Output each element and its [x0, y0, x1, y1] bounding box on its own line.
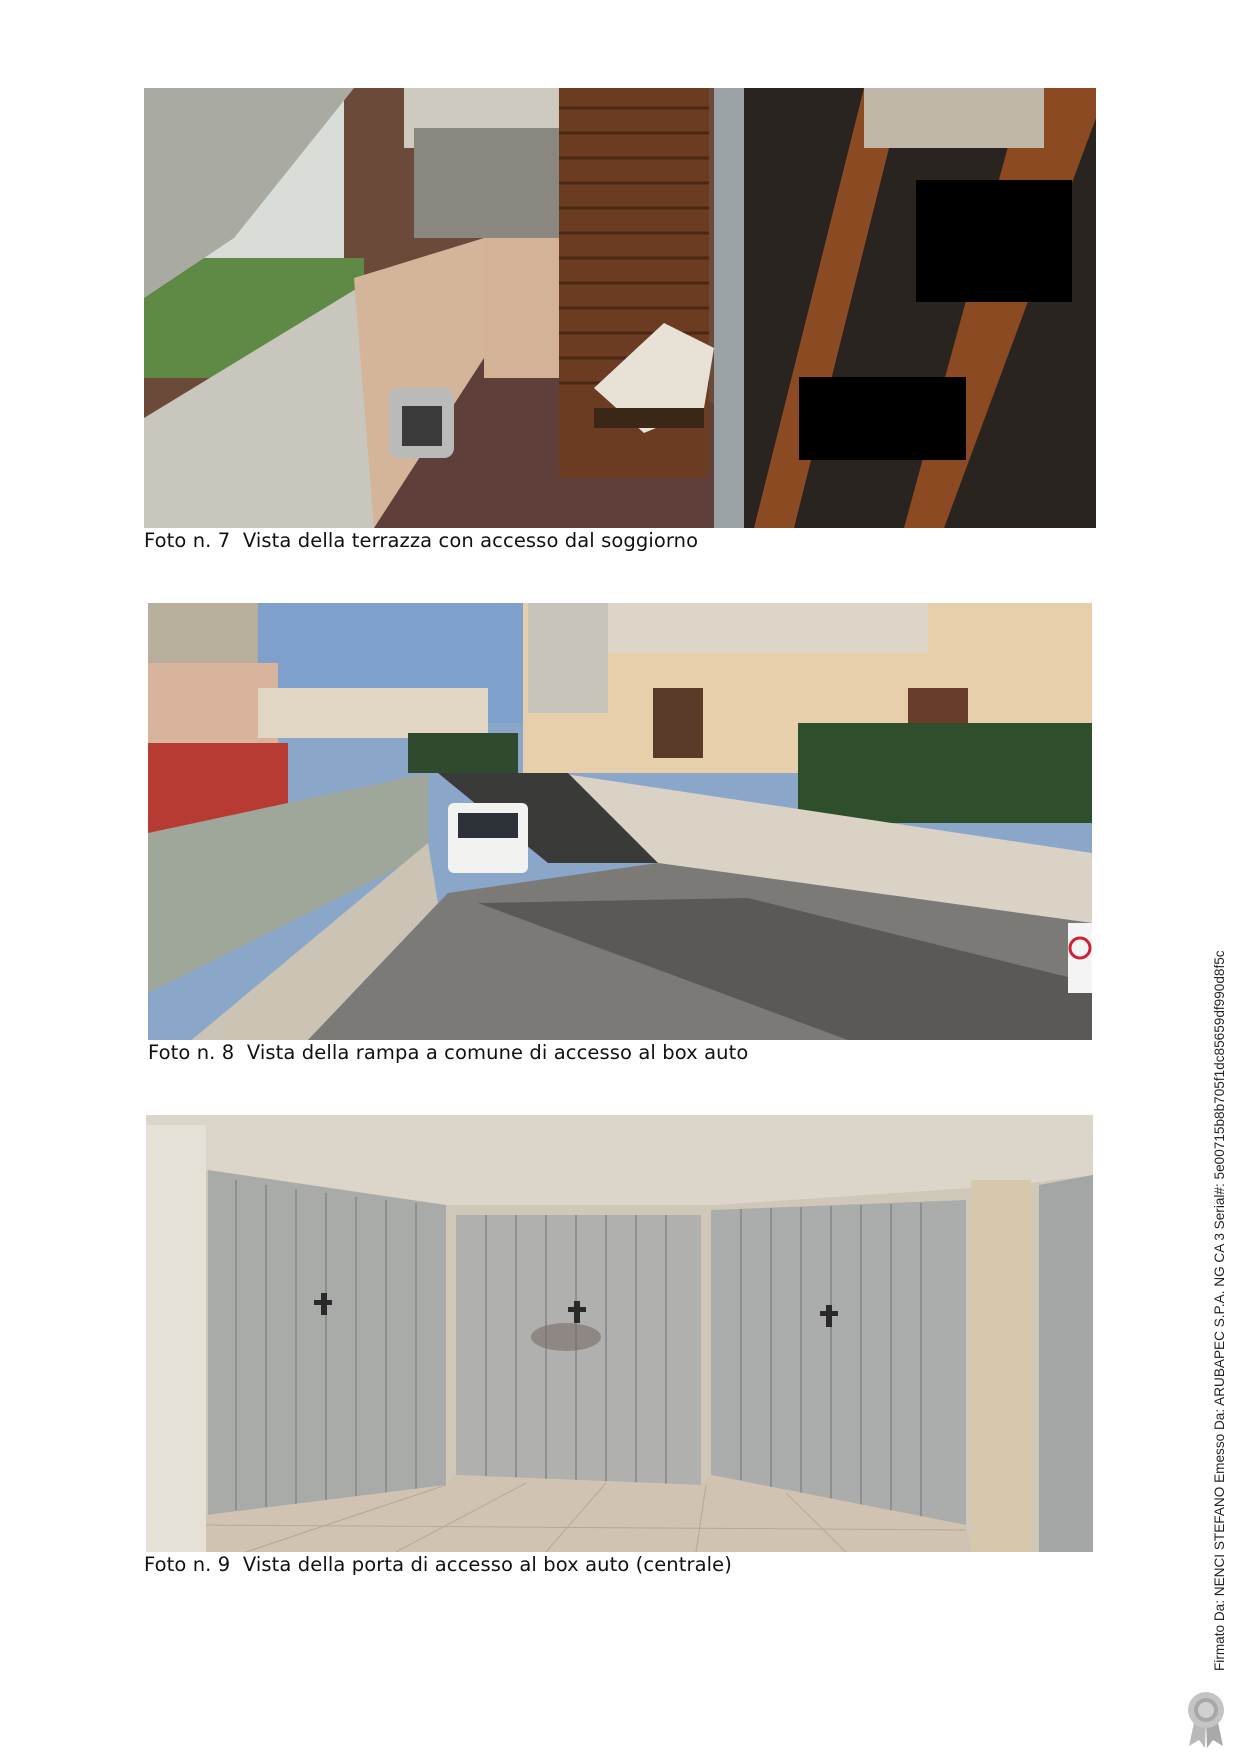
ribbon-seal-icon: [1183, 1690, 1229, 1748]
photo-8-caption: Foto n. 8 Vista della rampa a comune di accesso al box auto: [148, 1041, 749, 1064]
photo-ramp: [148, 603, 1092, 1040]
signature-text: Firmato Da: NENCI STEFANO Emesso Da: ARUBAPEC S.P.A. NG CA 3 Serial#: 5e00715b8b705f1dc85659df990d8f5c: [1212, 950, 1227, 1671]
photo-terrace: [144, 88, 1096, 528]
photo-7-caption: Foto n. 7 Vista della terrazza con accesso dal soggiorno: [144, 529, 699, 552]
photo-9-caption: Foto n. 9 Vista della porta di accesso al box auto (centrale): [144, 1553, 732, 1576]
photo-garage: [146, 1115, 1093, 1552]
